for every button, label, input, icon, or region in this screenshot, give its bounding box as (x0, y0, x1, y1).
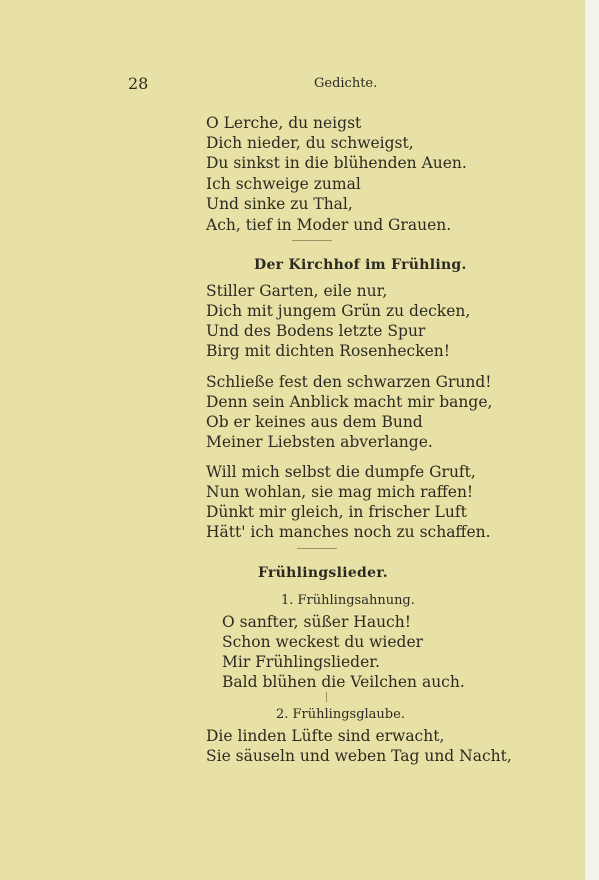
section-heading: 2. Frühlingsglaube. (276, 707, 405, 722)
verse-line: Bald blühen die Veilchen auch. (222, 673, 465, 691)
verse-line: Meiner Liebsten abverlange. (206, 433, 433, 451)
verse-line: Nun wohlan, sie mag mich raffen! (206, 483, 474, 501)
verse-line: Dich mit jungem Grün zu decken, (206, 302, 471, 320)
section-divider (297, 548, 337, 549)
verse-line: Ach, tief in Moder und Grauen. (206, 216, 452, 234)
verse-line: Dünkt mir gleich, in frischer Luft (206, 503, 467, 521)
verse-line: Die linden Lüfte sind erwacht, (206, 727, 445, 745)
poem-title: Frühlingslieder. (258, 565, 388, 581)
verse-line: Ob er keines aus dem Bund (206, 413, 423, 431)
running-title: Gedichte. (314, 76, 378, 91)
verse-line: Ich schweige zumal (206, 175, 361, 193)
verse-line: Du sinkst in die blühenden Auen. (206, 154, 467, 172)
verse-line: Stiller Garten, eile nur, (206, 282, 388, 300)
page-edge (585, 0, 599, 880)
verse-line: Sie säuseln und weben Tag und Nacht, (206, 747, 512, 765)
verse-line: Schließe fest den schwarzen Grund! (206, 373, 492, 391)
section-divider (326, 692, 327, 702)
verse-line: O sanfter, süßer Hauch! (222, 613, 411, 631)
verse-line: Hätt' ich manches noch zu schaffen. (206, 523, 491, 541)
poem-title: Der Kirchhof im Frühling. (254, 257, 467, 273)
verse-line: Birg mit dichten Rosenhecken! (206, 342, 450, 360)
verse-line: Dich nieder, du schweigst, (206, 134, 414, 152)
verse-line: Will mich selbst die dumpfe Gruft, (206, 463, 476, 481)
verse-line: Und des Bodens letzte Spur (206, 322, 426, 340)
page-number: 28 (128, 74, 149, 93)
verse-line: Mir Frühlingslieder. (222, 653, 380, 671)
verse-line: Denn sein Anblick macht mir bange, (206, 393, 493, 411)
section-heading: 1. Frühlingsahnung. (281, 593, 415, 608)
page-header (0, 74, 585, 98)
verse-line: O Lerche, du neigst (206, 114, 362, 132)
verse-line: Schon weckest du wieder (222, 633, 424, 651)
section-divider (292, 240, 332, 241)
verse-line: Und sinke zu Thal, (206, 195, 353, 213)
